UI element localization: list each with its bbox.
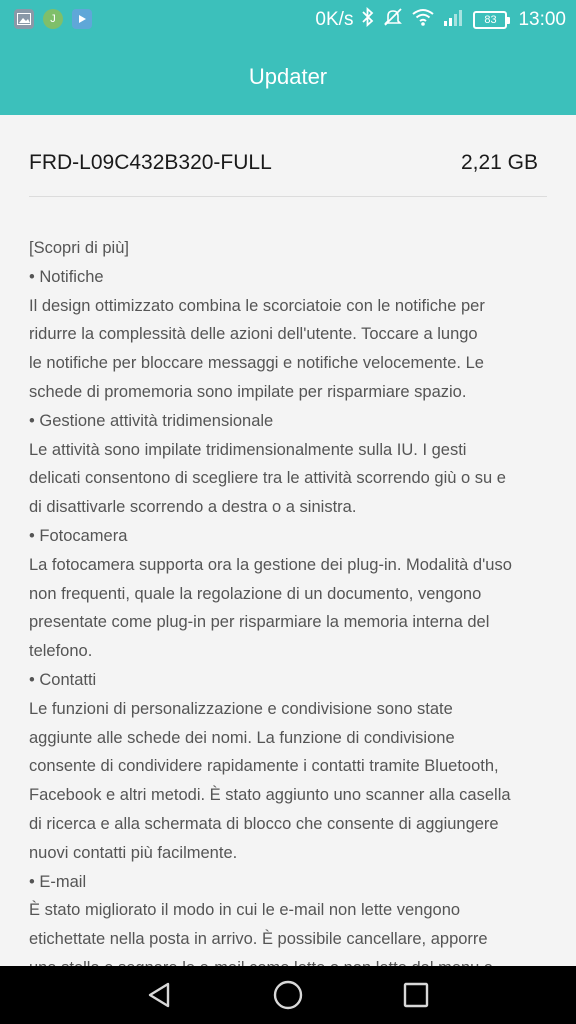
silent-mode-icon — [383, 7, 403, 33]
release-notes — [29, 234, 562, 983]
release-note-line: • Gestione attività tridimensionale — [29, 411, 274, 430]
recents-button[interactable] — [386, 976, 446, 1014]
release-note-line: È stato migliorato il modo in cui le e-mail non lette vengono — [29, 901, 461, 920]
release-note-line: di disattivarle scorrendo a destra o a sinistra. — [29, 498, 357, 517]
release-note-line: consente di condividere rapidamente i contatti tramite Bluetooth, — [29, 757, 499, 776]
status-indicators — [315, 7, 566, 33]
release-note-line: • E-mail — [29, 872, 87, 891]
release-note-line: ridurre la complessità delle azioni dell'utente. Toccare a lungo — [29, 325, 478, 344]
release-note-line: non frequenti, quale la regolazione di un documento, vengono — [29, 584, 482, 603]
package-name: FRD-L09C432B320-FULL — [29, 151, 272, 174]
release-note-line: telefono. — [29, 642, 93, 661]
bluetooth-icon — [361, 7, 375, 33]
gallery-icon — [14, 9, 34, 29]
release-note-line: • Notifiche — [29, 267, 104, 286]
release-note-line: etichettate nella posta in arrivo. È possibile cancellare, apporre — [29, 930, 488, 949]
app-bar — [0, 40, 576, 115]
app-icon — [43, 9, 63, 29]
clock: 13:00 — [518, 9, 566, 30]
release-note-line: • Contatti — [29, 670, 97, 689]
release-note-line: delicati consentono di scegliere tra le attività scorrendo giù o su e — [29, 469, 506, 488]
release-note-line: aggiunte alle schede dei nomi. La funzione di condivisione — [29, 728, 455, 747]
release-note-line: Le funzioni di personalizzazione e condivisione sono state — [29, 699, 453, 718]
network-speed: 0K/s — [315, 9, 354, 30]
status-bar — [0, 0, 576, 40]
release-note-line: di ricerca e alla schermata di blocco che consente di aggiungere — [29, 814, 499, 833]
battery-icon — [473, 11, 510, 29]
package-size: 2,21 GB — [460, 151, 538, 174]
recents-icon — [402, 981, 430, 1009]
release-note-line: • Fotocamera — [29, 526, 128, 545]
play-store-icon — [72, 9, 92, 29]
navigation-bar — [0, 966, 576, 1024]
divider — [29, 196, 547, 197]
release-note-line: Facebook e altri metodi. È stato aggiunto uno scanner alla casella — [29, 786, 511, 805]
back-icon — [146, 981, 174, 1009]
release-note-line: presentate come plug-in per risparmiare la memoria interna del — [29, 613, 490, 632]
release-note-line: le notifiche per bloccare messaggi e notifiche velocemente. Le — [29, 354, 484, 373]
home-icon — [272, 979, 304, 1011]
signal-icon — [443, 7, 465, 33]
home-button[interactable] — [258, 976, 318, 1014]
release-note-line: La fotocamera supporta ora la gestione dei plug-in. Modalità d'uso — [29, 555, 512, 574]
back-button[interactable] — [130, 976, 190, 1014]
release-note-line: Il design ottimizzato combina le scorciatoie con le notifiche per — [29, 296, 485, 315]
wifi-icon — [411, 7, 435, 33]
notification-icons — [14, 9, 92, 29]
release-note-line: [Scopri di più] — [29, 239, 129, 257]
battery-level: 83 — [473, 11, 507, 29]
page-title: Updater — [248, 64, 328, 89]
release-note-line: nuovi contatti più facilmente. — [29, 843, 238, 862]
update-details[interactable] — [0, 115, 576, 966]
app-letter: J — [50, 13, 56, 25]
release-note-line: schede di promemoria sono impilate per risparmiare spazio. — [29, 382, 467, 401]
release-note-line: Le attività sono impilate tridimensionalmente sulla IU. I gesti — [29, 440, 467, 459]
package-info — [29, 151, 538, 181]
